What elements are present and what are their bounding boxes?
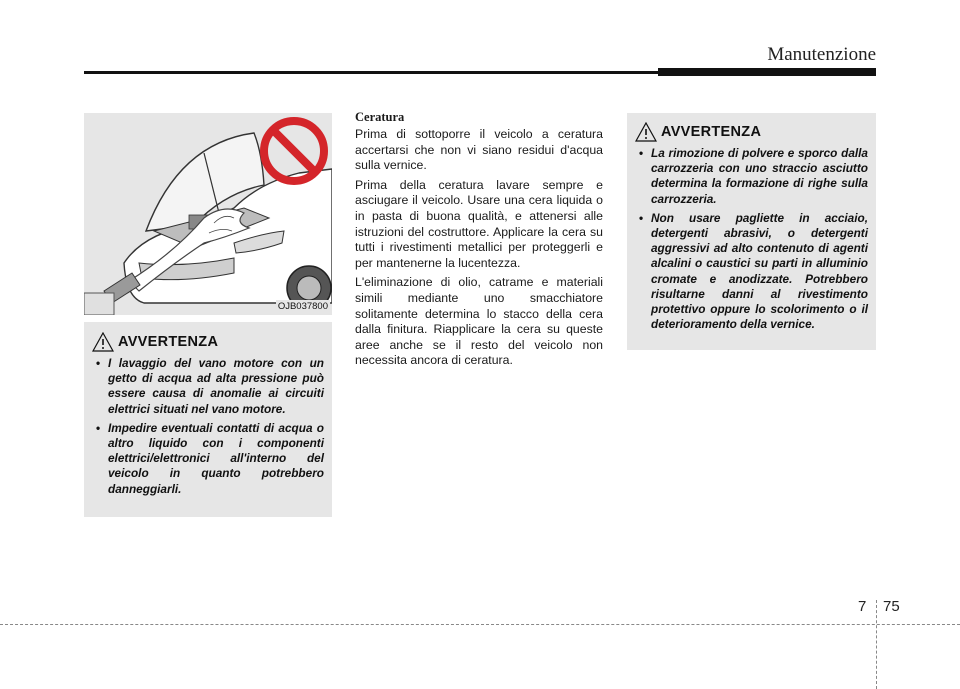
warning-box-right [627,113,876,350]
warning-list [635,146,868,332]
section-title: Manutenzione [767,44,876,65]
warning-box-left [84,322,332,517]
warning-list [92,356,324,497]
warning-triangle-icon [635,122,657,142]
paragraph: L'eliminazione di olio, catrame e materiali simili mediante uno smacchiatore solitamente determina lo stacco della cera dalla finitura. Riapplicare la cera su queste aree anche se il resto del veicolo non necessita ancora di ceratura. [355,275,603,368]
header-rule-thick [658,68,876,76]
warning-item: • I lavaggio del vano motore con un getto di acqua ad alta pressione può essere causa di anomalie ai circuiti elettrici situati nel vano motore. [92,356,324,417]
footer-vertical-line [876,600,877,689]
illustration [84,113,332,315]
warning-item: • La rimozione di polvere e sporco dalla carrozzeria con uno straccio asciutto determina la formazione di righe sulla carrozzeria. [635,146,868,207]
body-column [355,110,603,373]
engine-wash-illustration [84,113,332,315]
warning-header [635,122,868,142]
figure-code: OJB037800 [277,301,328,312]
subheading: Ceratura [355,110,405,124]
footer-dashed-line [0,624,960,625]
warning-triangle-icon [92,332,114,352]
chapter-number: 7 [858,598,867,615]
paragraph: Prima di sottoporre il veicolo a ceratura accertarsi che non vi siano residui d'acqua sulla vernice. [355,127,603,173]
warning-title: AVVERTENZA [118,334,219,350]
page-number: 75 [883,598,900,615]
paragraph: Prima della ceratura lavare sempre e asciugare il veicolo. Usare una cera liquida o in pasta di buona qualità, e attenersi alle istruzioni del costruttore. Applicare la cera su tutti i rivestimenti metallici per proteggerli e per mantenerne la lucentezza. [355,177,603,270]
warning-item: • Impedire eventuali contatti di acqua o altro liquido con i componenti elettrici/elettronici all'interno del veicolo in quanto potrebbero danneggiarli. [92,421,324,497]
warning-item: • Non usare pagliette in acciaio, detergenti abrasivi, o detergenti aggressivi ad alto contenuto di agenti alcalini o caustici su parti in alluminio cromate e anodizzate. Potrebbero risultarne danni al rivestimento protettivo oppure lo scolorimento o il deterioramento della vernice. [635,211,868,333]
header-rule [84,71,658,74]
warning-title: AVVERTENZA [661,124,762,140]
warning-header [92,332,324,352]
